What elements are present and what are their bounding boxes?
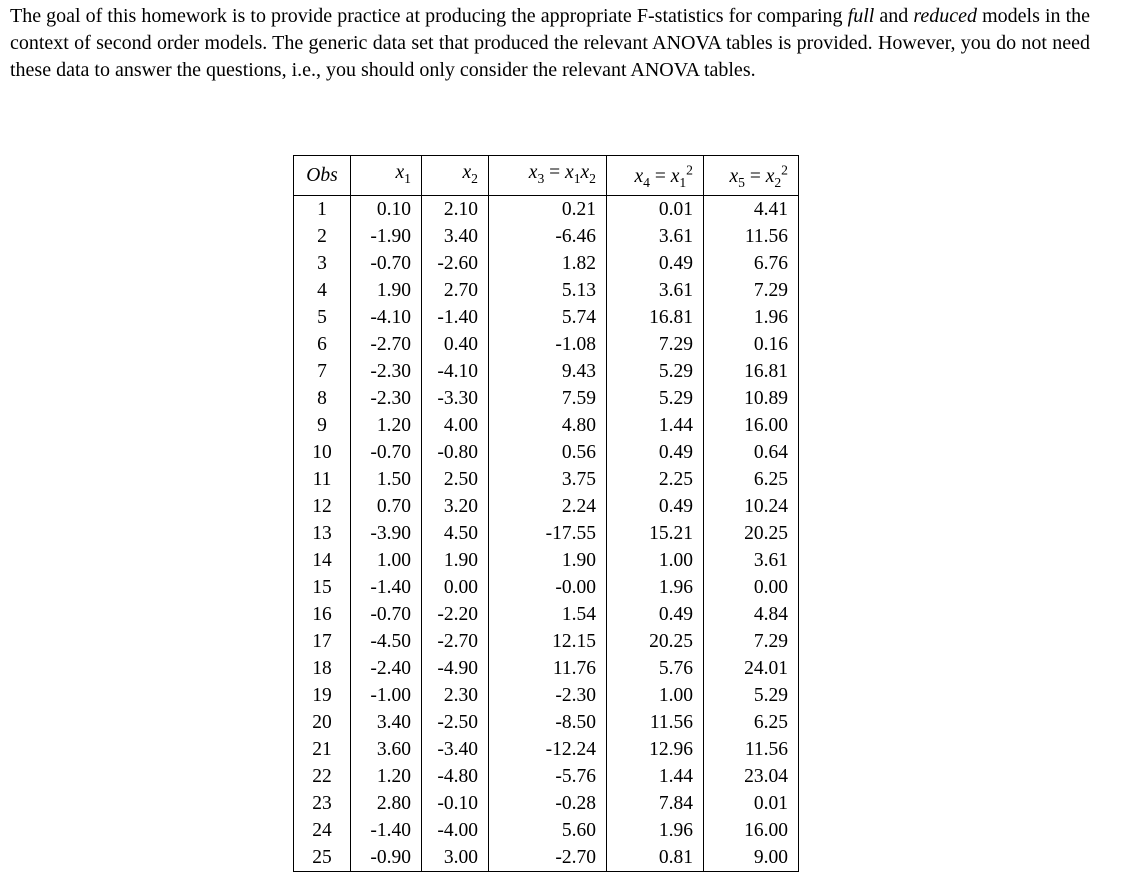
cell-x2: -2.50 bbox=[422, 709, 489, 736]
cell-obs: 21 bbox=[294, 736, 351, 763]
cell-x2: 3.00 bbox=[422, 844, 489, 872]
cell-x1: -2.30 bbox=[351, 358, 422, 385]
cell-x5: 0.00 bbox=[753, 577, 788, 599]
table-row bbox=[294, 601, 799, 628]
cell-x1: 1.90 bbox=[351, 277, 422, 304]
intro-reduced-emphasis: reduced bbox=[913, 5, 978, 27]
table-row bbox=[294, 844, 799, 872]
cell-obs: 14 bbox=[294, 547, 351, 574]
cell-x2: 1.90 bbox=[422, 547, 489, 574]
header-x1-math: $x_1$ bbox=[395, 162, 411, 187]
cell-x4: 20.25 bbox=[607, 628, 704, 655]
cell-x1: 0.10 bbox=[351, 196, 422, 224]
cell-obs: 13 bbox=[294, 520, 351, 547]
cell-obs: 23 bbox=[294, 790, 351, 817]
cell-x5: 9.00 bbox=[753, 847, 788, 869]
cell-x3: -17.55 bbox=[489, 520, 607, 547]
cell-x4: 1.44 bbox=[607, 763, 704, 790]
cell-x1: -2.30 bbox=[351, 385, 422, 412]
cell-obs: 19 bbox=[294, 682, 351, 709]
cell-x4: 1.44 bbox=[607, 412, 704, 439]
cell-x1: -3.90 bbox=[351, 520, 422, 547]
cell-x2: -4.00 bbox=[422, 817, 489, 844]
cell-x2: 4.50 bbox=[422, 520, 489, 547]
header-x5 bbox=[704, 156, 799, 196]
cell-x5: 7.29 bbox=[753, 631, 788, 653]
table-row bbox=[294, 628, 799, 655]
cell-x1: 3.40 bbox=[351, 709, 422, 736]
cell-obs: 20 bbox=[294, 709, 351, 736]
cell-x1: -1.40 bbox=[351, 817, 422, 844]
intro-text-3: models in the context of second order models. The generic data set that produced the relevant ANOVA tables is provided. However, you do not need these data to answer the questions, i.e., you should only consider the relevant ANOVA tables. bbox=[10, 5, 1091, 81]
cell-x3: 0.56 bbox=[489, 439, 607, 466]
cell-x5: 3.61 bbox=[753, 550, 788, 572]
cell-x2: -4.90 bbox=[422, 655, 489, 682]
intro-text-2: and bbox=[874, 5, 914, 27]
cell-x2: 4.00 bbox=[422, 412, 489, 439]
cell-x2: -2.20 bbox=[422, 601, 489, 628]
cell-x3: 1.54 bbox=[489, 601, 607, 628]
table-row bbox=[294, 817, 799, 844]
cell-x1: 3.60 bbox=[351, 736, 422, 763]
cell-x2: -4.10 bbox=[422, 358, 489, 385]
table-row bbox=[294, 520, 799, 547]
table-row bbox=[294, 358, 799, 385]
table-row bbox=[294, 331, 799, 358]
cell-obs: 17 bbox=[294, 628, 351, 655]
cell-x1: -1.40 bbox=[351, 574, 422, 601]
cell-x4: 1.00 bbox=[607, 547, 704, 574]
table-row bbox=[294, 763, 799, 790]
cell-x3: 4.80 bbox=[489, 412, 607, 439]
cell-x3: -0.00 bbox=[489, 574, 607, 601]
cell-x2: -4.80 bbox=[422, 763, 489, 790]
cell-x4: 7.84 bbox=[607, 790, 704, 817]
cell-x3: 2.24 bbox=[489, 493, 607, 520]
cell-x3: 5.74 bbox=[489, 304, 607, 331]
cell-x2: -0.10 bbox=[422, 790, 489, 817]
cell-x1: -0.90 bbox=[351, 844, 422, 872]
cell-x3: 5.60 bbox=[489, 817, 607, 844]
cell-x5: 20.25 bbox=[744, 523, 788, 545]
cell-x1: -0.70 bbox=[351, 250, 422, 277]
cell-x4: 1.96 bbox=[607, 574, 704, 601]
table-row bbox=[294, 196, 799, 224]
cell-x4: 0.49 bbox=[607, 493, 704, 520]
cell-x2: 3.20 bbox=[422, 493, 489, 520]
cell-x2: 2.50 bbox=[422, 466, 489, 493]
cell-x3: 0.21 bbox=[489, 196, 607, 224]
cell-x5: 6.25 bbox=[753, 469, 788, 491]
cell-x2: 2.10 bbox=[422, 196, 489, 224]
table-row bbox=[294, 385, 799, 412]
cell-x5: 11.56 bbox=[744, 739, 788, 761]
cell-x3: -0.28 bbox=[489, 790, 607, 817]
cell-obs: 25 bbox=[294, 844, 351, 872]
cell-x4: 16.81 bbox=[607, 304, 704, 331]
cell-x5: 6.76 bbox=[753, 253, 788, 275]
cell-x2: -1.40 bbox=[422, 304, 489, 331]
cell-x5: 23.04 bbox=[744, 766, 788, 788]
cell-x2: 2.30 bbox=[422, 682, 489, 709]
cell-x4: 7.29 bbox=[607, 331, 704, 358]
cell-obs: 4 bbox=[294, 277, 351, 304]
table-row bbox=[294, 412, 799, 439]
cell-x5: 0.01 bbox=[753, 793, 788, 815]
cell-x2: -2.70 bbox=[422, 628, 489, 655]
intro-text-1: The goal of this homework is to provide practice at producing the appropriate F-statistics for comparing bbox=[10, 5, 848, 27]
header-x5-math: $x_5 = x_2^2$ bbox=[729, 162, 788, 190]
cell-x4: 2.25 bbox=[607, 466, 704, 493]
cell-obs: 2 bbox=[294, 223, 351, 250]
cell-x5: 16.00 bbox=[744, 820, 788, 842]
cell-x3: 11.76 bbox=[489, 655, 607, 682]
table-row bbox=[294, 223, 799, 250]
intro-paragraph bbox=[10, 3, 1090, 84]
cell-x1: -0.70 bbox=[351, 439, 422, 466]
cell-x5: 16.00 bbox=[744, 415, 788, 437]
cell-x4: 5.29 bbox=[607, 385, 704, 412]
cell-x5: 10.24 bbox=[744, 496, 788, 518]
table-row bbox=[294, 277, 799, 304]
cell-x2: 0.00 bbox=[422, 574, 489, 601]
header-x3 bbox=[489, 156, 607, 196]
table-row bbox=[294, 736, 799, 763]
cell-obs: 3 bbox=[294, 250, 351, 277]
cell-x2: 3.40 bbox=[422, 223, 489, 250]
cell-x3: -1.08 bbox=[489, 331, 607, 358]
cell-obs: 5 bbox=[294, 304, 351, 331]
cell-x1: -2.70 bbox=[351, 331, 422, 358]
cell-x2: 2.70 bbox=[422, 277, 489, 304]
cell-x1: -4.10 bbox=[351, 304, 422, 331]
table-row bbox=[294, 655, 799, 682]
cell-obs: 16 bbox=[294, 601, 351, 628]
cell-x4: 11.56 bbox=[607, 709, 704, 736]
table-row bbox=[294, 790, 799, 817]
cell-obs: 1 bbox=[294, 196, 351, 224]
intro-full-emphasis: full bbox=[847, 5, 875, 27]
cell-x5: 4.41 bbox=[753, 199, 788, 221]
cell-x3: 7.59 bbox=[489, 385, 607, 412]
cell-x3: -8.50 bbox=[489, 709, 607, 736]
cell-x2: -0.80 bbox=[422, 439, 489, 466]
cell-x5: 7.29 bbox=[753, 280, 788, 302]
cell-x1: -0.70 bbox=[351, 601, 422, 628]
cell-x5: 24.01 bbox=[744, 658, 788, 680]
table-body bbox=[294, 196, 799, 872]
cell-x2: 0.40 bbox=[422, 331, 489, 358]
cell-x4: 0.49 bbox=[607, 601, 704, 628]
cell-x5: 4.84 bbox=[753, 604, 788, 626]
table-row bbox=[294, 547, 799, 574]
cell-x4: 0.49 bbox=[607, 250, 704, 277]
cell-obs: 15 bbox=[294, 574, 351, 601]
data-table bbox=[293, 155, 799, 872]
cell-x4: 5.76 bbox=[607, 655, 704, 682]
cell-x3: 3.75 bbox=[489, 466, 607, 493]
table-row bbox=[294, 439, 799, 466]
header-x4 bbox=[607, 156, 704, 196]
cell-obs: 11 bbox=[294, 466, 351, 493]
table-row bbox=[294, 466, 799, 493]
cell-obs: 12 bbox=[294, 493, 351, 520]
cell-x1: 0.70 bbox=[351, 493, 422, 520]
header-x3-math: $x_3 = x_1x_2$ bbox=[528, 162, 596, 187]
cell-x4: 3.61 bbox=[607, 223, 704, 250]
cell-x5: 0.64 bbox=[753, 442, 788, 464]
cell-x1: 1.00 bbox=[351, 547, 422, 574]
cell-x3: 9.43 bbox=[489, 358, 607, 385]
cell-x4: 0.81 bbox=[607, 844, 704, 872]
table-row bbox=[294, 574, 799, 601]
cell-x1: 2.80 bbox=[351, 790, 422, 817]
cell-x1: 1.20 bbox=[351, 412, 422, 439]
header-row bbox=[294, 156, 799, 196]
header-x2 bbox=[422, 156, 489, 196]
cell-x3: -2.30 bbox=[489, 682, 607, 709]
cell-x3: 1.82 bbox=[489, 250, 607, 277]
cell-x5: 6.25 bbox=[753, 712, 788, 734]
cell-x2: -3.30 bbox=[422, 385, 489, 412]
cell-x1: 1.20 bbox=[351, 763, 422, 790]
cell-x1: -1.90 bbox=[351, 223, 422, 250]
table-row bbox=[294, 682, 799, 709]
cell-x1: -1.00 bbox=[351, 682, 422, 709]
cell-x5: 16.81 bbox=[744, 361, 788, 383]
cell-x4: 1.00 bbox=[607, 682, 704, 709]
table-row bbox=[294, 709, 799, 736]
cell-obs: 6 bbox=[294, 331, 351, 358]
cell-obs: 10 bbox=[294, 439, 351, 466]
cell-x4: 0.49 bbox=[607, 439, 704, 466]
cell-x3: -5.76 bbox=[489, 763, 607, 790]
cell-x3: 12.15 bbox=[489, 628, 607, 655]
cell-x1: -4.50 bbox=[351, 628, 422, 655]
cell-x5: 0.16 bbox=[753, 334, 788, 356]
header-x2-math: $x_2$ bbox=[462, 162, 478, 187]
cell-obs: 22 bbox=[294, 763, 351, 790]
cell-x2: -2.60 bbox=[422, 250, 489, 277]
cell-x3: -2.70 bbox=[489, 844, 607, 872]
cell-x4: 3.61 bbox=[607, 277, 704, 304]
cell-x4: 5.29 bbox=[607, 358, 704, 385]
cell-x5: 10.89 bbox=[744, 388, 788, 410]
cell-x3: 5.13 bbox=[489, 277, 607, 304]
cell-x4: 12.96 bbox=[607, 736, 704, 763]
cell-x4: 1.96 bbox=[607, 817, 704, 844]
cell-x3: -6.46 bbox=[489, 223, 607, 250]
cell-x1: -2.40 bbox=[351, 655, 422, 682]
table-row bbox=[294, 304, 799, 331]
cell-x2: -3.40 bbox=[422, 736, 489, 763]
cell-x1: 1.50 bbox=[351, 466, 422, 493]
table-row bbox=[294, 250, 799, 277]
header-obs: Obs bbox=[294, 156, 351, 196]
cell-obs: 8 bbox=[294, 385, 351, 412]
cell-obs: 9 bbox=[294, 412, 351, 439]
table-header bbox=[294, 156, 799, 196]
cell-x5: 11.56 bbox=[744, 226, 788, 248]
cell-x3: -12.24 bbox=[489, 736, 607, 763]
header-x1 bbox=[351, 156, 422, 196]
table-row bbox=[294, 493, 799, 520]
cell-x5: 5.29 bbox=[753, 685, 788, 707]
cell-obs: 24 bbox=[294, 817, 351, 844]
cell-x4: 15.21 bbox=[607, 520, 704, 547]
cell-obs: 7 bbox=[294, 358, 351, 385]
cell-x3: 1.90 bbox=[489, 547, 607, 574]
cell-obs: 18 bbox=[294, 655, 351, 682]
cell-x4: 0.01 bbox=[607, 196, 704, 224]
cell-x5: 1.96 bbox=[753, 307, 788, 329]
header-x4-math: $x_4 = x_1^2$ bbox=[634, 162, 693, 190]
